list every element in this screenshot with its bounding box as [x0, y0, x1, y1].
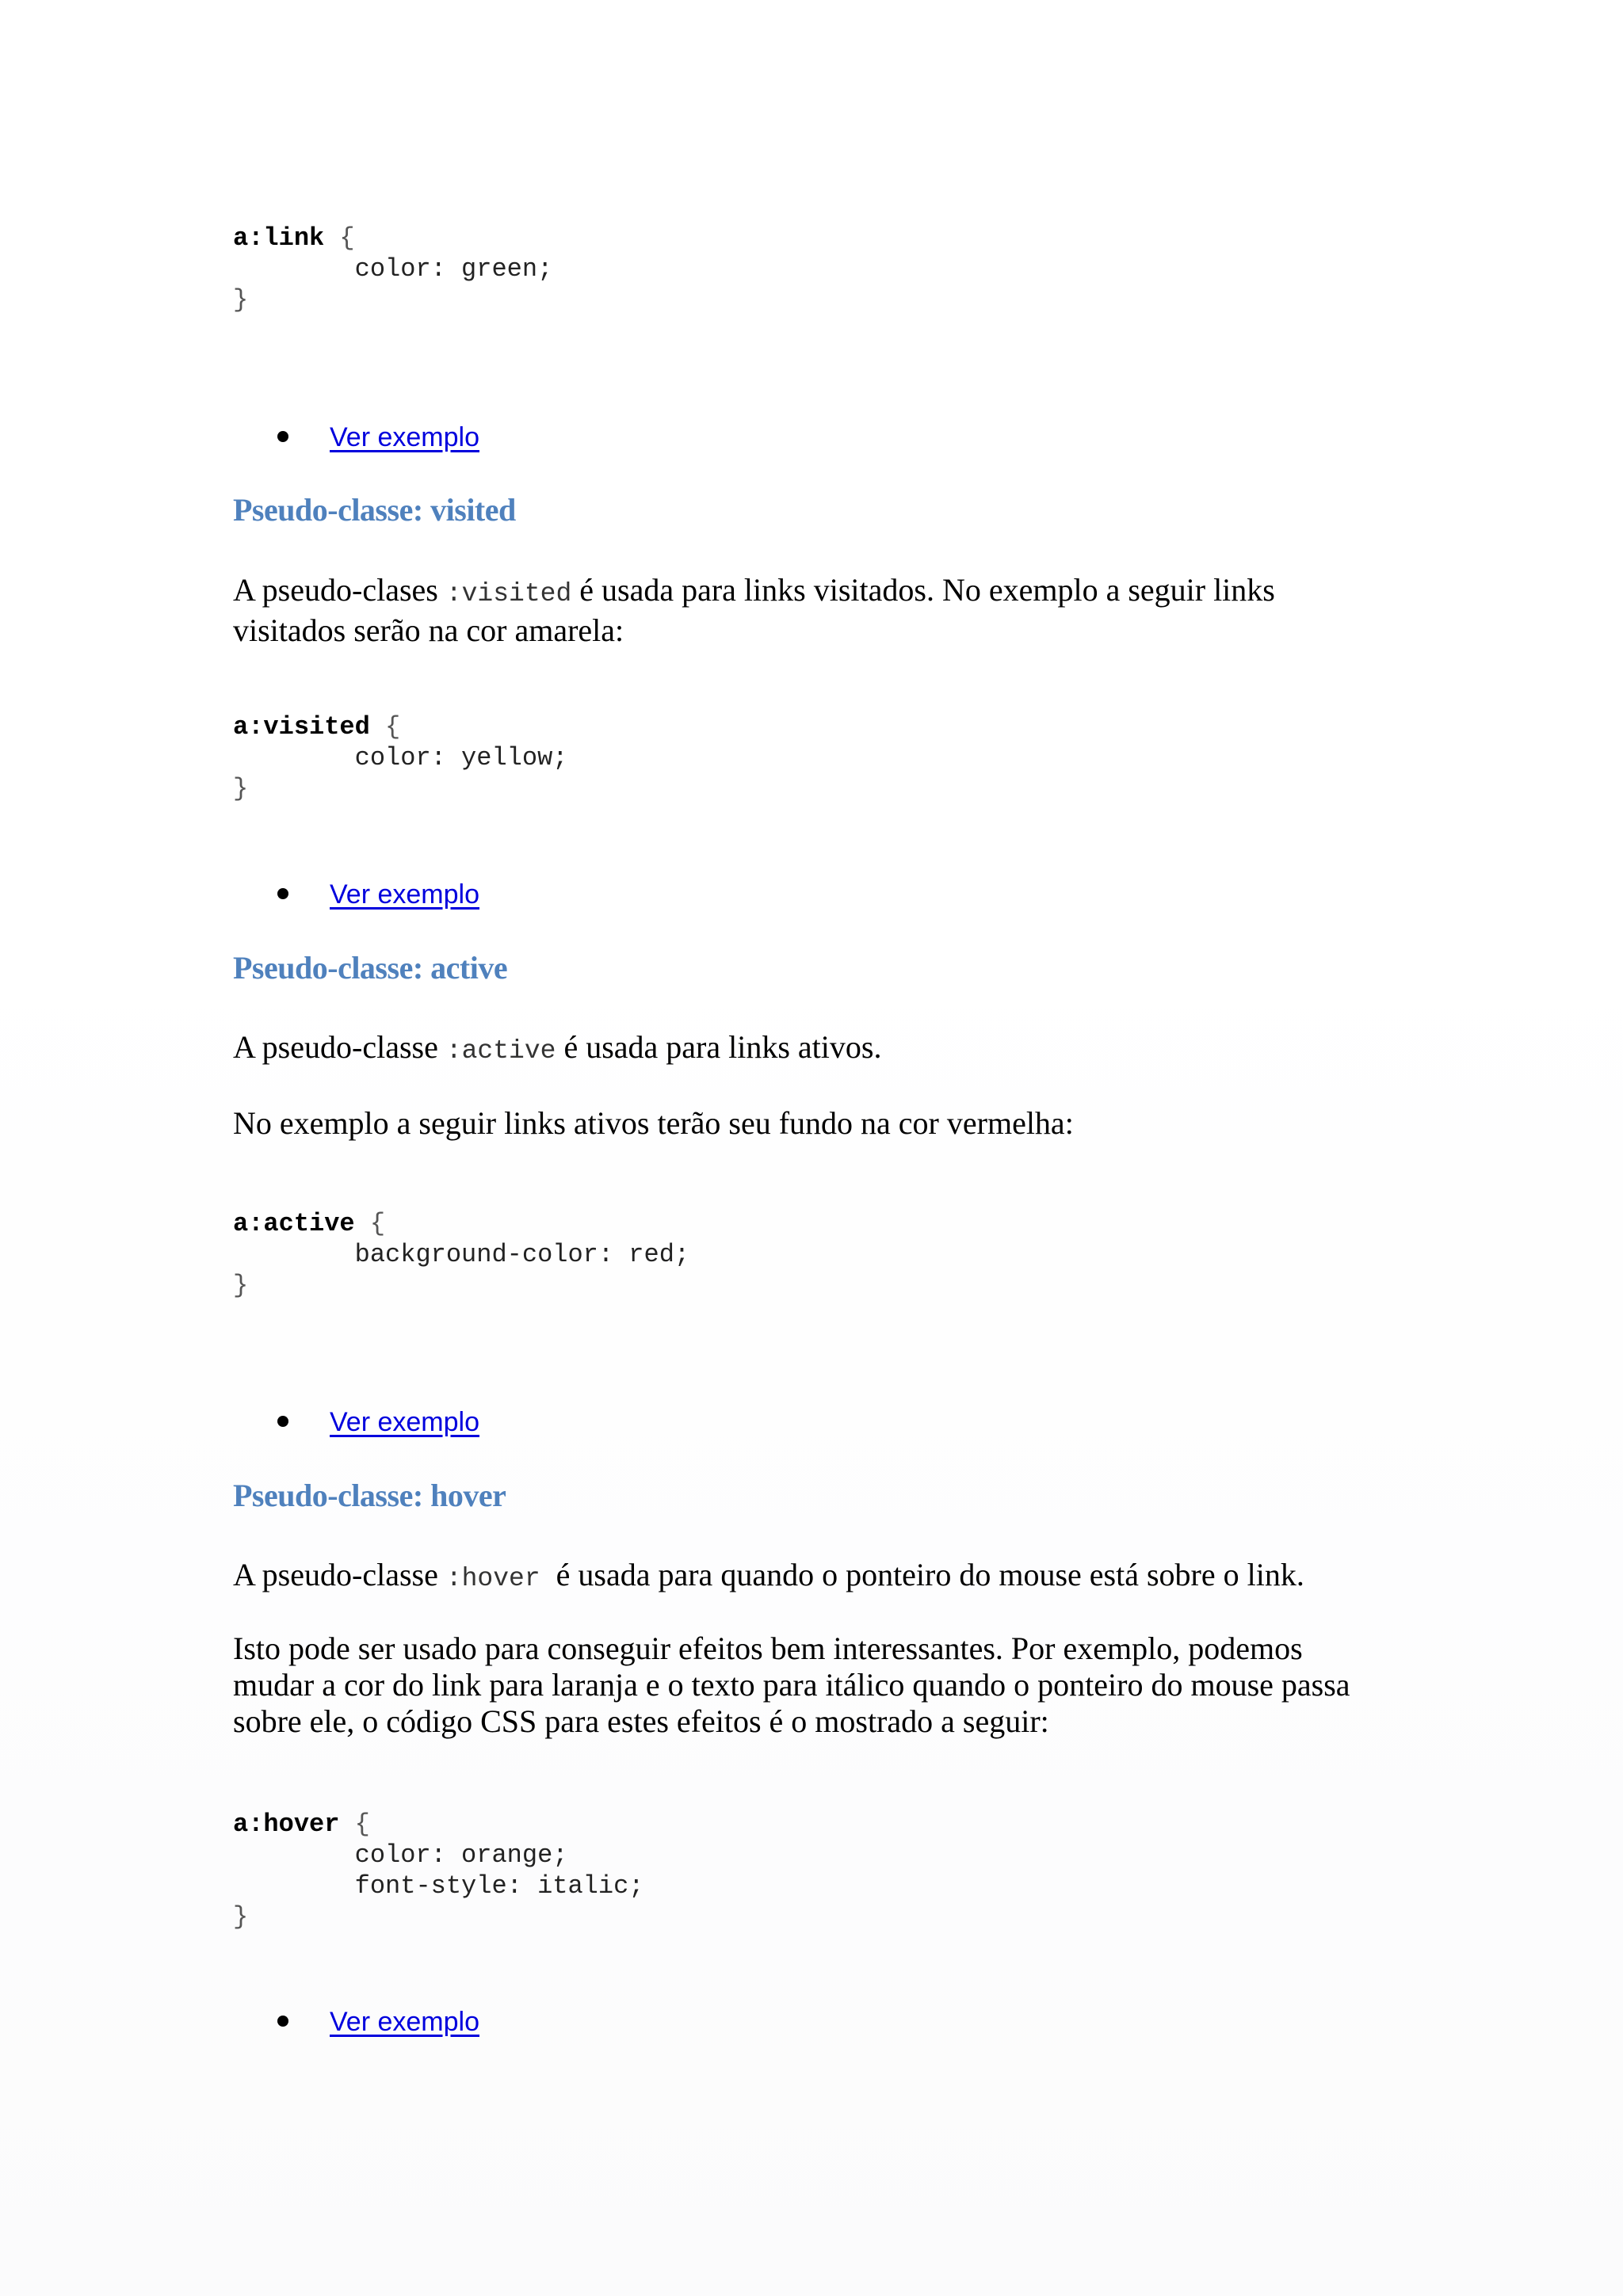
paragraph-text: A pseudo-classe [233, 1557, 446, 1592]
paragraph-text: sobre ele, o código CSS para estes efeitos é o mostrado a seguir: [233, 1703, 1049, 1739]
paragraph-text: mudar a cor do link para laranja e o texto para itálico quando o ponteiro do mouse passa [233, 1667, 1350, 1703]
bullet-icon [277, 1416, 288, 1427]
paragraph-text: visitados serão na cor amarela: [233, 612, 624, 648]
code-close-brace: } [233, 285, 249, 315]
code-selector: a:active [233, 1209, 355, 1238]
bullet-icon [277, 431, 288, 442]
paragraph-active-1 [233, 1029, 1374, 1070]
code-declaration: background-color: red; [233, 1240, 690, 1269]
example-link[interactable]: Ver exemplo [330, 2007, 479, 2037]
paragraph-hover-2 [233, 1630, 1374, 1740]
code-close-brace: } [233, 1902, 249, 1932]
list-item [277, 1406, 479, 1438]
inline-code: :active [445, 1036, 556, 1066]
paragraph-text: é usada para links visitados. No exemplo a seguir links [571, 572, 1275, 608]
code-block-active [233, 1208, 689, 1301]
section-heading-visited: Pseudo-classe: visited [233, 492, 516, 528]
code-close-brace: } [233, 774, 249, 803]
code-declaration: color: yellow; [233, 743, 568, 772]
code-selector: a:link [233, 223, 325, 253]
code-block-hover [233, 1809, 643, 1932]
example-link[interactable]: Ver exemplo [330, 879, 479, 910]
paragraph-active-2: No exemplo a seguir links ativos terão seu fundo na cor vermelha: [233, 1105, 1074, 1141]
code-declaration: color: green; [233, 254, 553, 284]
paragraph-hover-1 [233, 1557, 1374, 1597]
list-item [277, 421, 479, 453]
code-open-brace: { [324, 223, 355, 253]
code-block-link [233, 223, 552, 315]
paragraph-text: é usada para links ativos. [556, 1029, 882, 1065]
bullet-icon [277, 888, 288, 899]
section-heading-active: Pseudo-classe: active [233, 950, 508, 986]
code-declaration: color: orange; [233, 1840, 568, 1870]
code-block-visited [233, 711, 567, 804]
code-declaration: font-style: italic; [233, 1871, 644, 1901]
code-selector: a:visited [233, 712, 370, 742]
example-link[interactable]: Ver exemplo [330, 422, 479, 452]
inline-code: :hover [445, 1564, 540, 1593]
bullet-icon [277, 2016, 288, 2027]
code-close-brace: } [233, 1271, 249, 1300]
code-open-brace: { [354, 1209, 386, 1238]
inline-code: :visited [445, 579, 572, 608]
paragraph-text: Isto pode ser usado para conseguir efeitos bem interessantes. Por exemplo, podemos [233, 1630, 1303, 1666]
paragraph-text: é usada para quando o ponteiro do mouse está sobre o link. [540, 1557, 1304, 1592]
paragraph-text: A pseudo-clases [233, 572, 446, 608]
code-open-brace: { [339, 1810, 370, 1839]
example-link[interactable]: Ver exemplo [330, 1407, 479, 1437]
paragraph-visited [233, 572, 1374, 649]
list-item [277, 879, 479, 910]
paragraph-text: A pseudo-classe [233, 1029, 446, 1065]
section-heading-hover: Pseudo-classe: hover [233, 1478, 506, 1513]
code-open-brace: { [369, 712, 401, 742]
code-selector: a:hover [233, 1810, 340, 1839]
list-item [277, 2006, 479, 2038]
